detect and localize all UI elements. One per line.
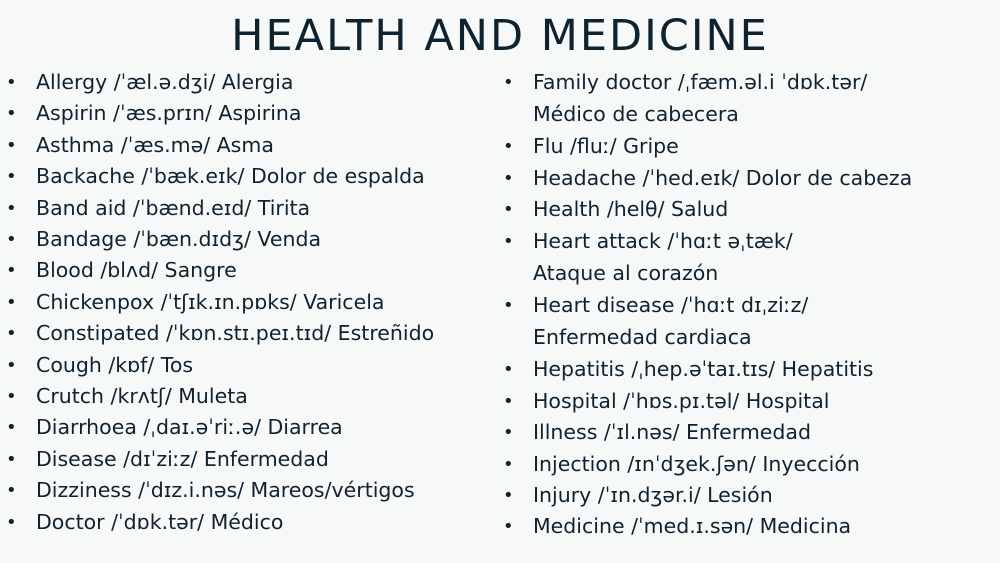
vocabulary-entry: [6, 350, 496, 381]
bullet-icon: •: [503, 230, 514, 252]
vocabulary-entry: [6, 224, 496, 255]
bullet-icon: •: [503, 516, 514, 538]
bullet-icon: •: [6, 480, 17, 502]
vocabulary-entry: [6, 287, 496, 318]
vocabulary-entry: [503, 386, 998, 417]
bullet-icon: •: [6, 354, 17, 376]
vocabulary-text: Medicine /ˈmed.ɪ.sən/ Medicina: [533, 514, 852, 539]
bullet-icon: •: [503, 295, 514, 317]
vocabulary-text: Heart disease /ˈhɑːt dɪˌziːz/: [533, 293, 809, 318]
vocabulary-entry: [503, 449, 998, 480]
vocabulary-entry: [503, 417, 998, 448]
vocabulary-entry: [503, 67, 998, 131]
vocabulary-text: Doctor /ˈdɒk.tər/ Médico: [36, 509, 284, 534]
bullet-icon: •: [503, 453, 514, 475]
vocabulary-entry: [6, 130, 496, 161]
vocabulary-entry: [503, 290, 998, 354]
right-vocabulary-list: [503, 67, 998, 543]
bullet-icon: •: [6, 72, 17, 93]
vocabulary-text: Illness /ˈɪl.nəs/ Enfermedad: [533, 420, 812, 445]
vocabulary-translation: Enfermedad cardiaca: [533, 325, 752, 350]
bullet-icon: •: [503, 199, 514, 221]
bullet-icon: •: [6, 291, 17, 313]
vocabulary-text: Health /helθ/ Salud: [533, 197, 729, 222]
vocabulary-entry: [6, 412, 496, 443]
bullet-icon: •: [6, 166, 17, 188]
vocabulary-entry: [6, 161, 496, 192]
vocabulary-text: Headache /ˈhed.eɪk/ Dolor de cabeza: [533, 165, 913, 190]
vocabulary-text: Injection /ɪnˈdʒek.ʃən/ Inyección: [533, 451, 860, 476]
vocabulary-text: Injury /ˈɪn.dʒər.i/ Lesión: [533, 483, 773, 508]
vocabulary-entry: [6, 475, 496, 506]
vocabulary-entry: [503, 131, 998, 162]
vocabulary-text: Hospital /ˈhɒs.pɪ.təl/ Hospital: [533, 388, 830, 413]
vocabulary-text: Chickenpox /ˈtʃɪk.ɪn.pɒks/ Varicela: [36, 289, 385, 314]
bullet-icon: •: [6, 417, 17, 439]
vocabulary-translation: Ataque al corazón: [533, 261, 719, 286]
vocabulary-text: Crutch /krʌtʃ/ Muleta: [36, 384, 248, 409]
vocabulary-text: Hepatitis /ˌhep.əˈtaɪ.tɪs/ Hepatitis: [533, 357, 874, 382]
bullet-icon: •: [503, 136, 514, 158]
bullet-icon: •: [503, 422, 514, 444]
bullet-icon: •: [6, 229, 17, 251]
bullet-icon: •: [6, 323, 17, 345]
bullet-icon: •: [6, 134, 17, 156]
vocabulary-text: Allergy /ˈæl.ə.dʒi/ Alergia: [36, 70, 294, 94]
vocabulary-text: Family doctor /ˌfæm.əl.i ˈdɒk.tər/: [533, 70, 868, 94]
bullet-icon: •: [6, 448, 17, 470]
vocabulary-text: Disease /dɪˈziːz/ Enfermedad: [36, 446, 329, 471]
vocabulary-text: Bandage /ˈbæn.dɪdʒ/ Venda: [36, 227, 322, 252]
bullet-icon: •: [6, 511, 17, 533]
vocabulary-entry: [503, 163, 998, 194]
vocabulary-entry: [6, 507, 496, 538]
vocabulary-entry: [6, 67, 496, 98]
vocabulary-text: Cough /kɒf/ Tos: [36, 352, 194, 377]
vocabulary-text: Band aid /ˈbænd.eɪd/ Tirita: [36, 195, 311, 220]
vocabulary-entry: [6, 381, 496, 412]
bullet-icon: •: [6, 260, 17, 282]
bullet-icon: •: [503, 359, 514, 381]
left-vocabulary-list: [6, 67, 496, 538]
vocabulary-entry: [6, 193, 496, 224]
vocabulary-text: Aspirin /ˈæs.prɪn/ Aspirina: [36, 101, 302, 126]
vocabulary-text: Flu /fluː/ Gripe: [533, 134, 679, 159]
vocabulary-entry: [503, 511, 998, 542]
vocabulary-text: Heart attack /ˈhɑːt əˌtæk/: [533, 228, 793, 253]
vocabulary-text: Asthma /ˈæs.mə/ Asma: [36, 132, 274, 157]
vocabulary-text: Diarrhoea /ˌdaɪ.əˈriː.ə/ Diarrea: [36, 415, 343, 440]
vocabulary-text: Constipated /ˈkɒn.stɪ.peɪ.tɪd/ Estreñido: [36, 321, 435, 346]
vocabulary-translation: Médico de cabecera: [533, 102, 739, 127]
bullet-icon: •: [503, 72, 514, 93]
vocabulary-text: Dizziness /ˈdɪz.i.nəs/ Mareos/vértigos: [36, 478, 415, 503]
vocabulary-entry: [503, 354, 998, 385]
vocabulary-entry: [6, 444, 496, 475]
bullet-icon: •: [6, 103, 17, 125]
vocabulary-entry: [6, 318, 496, 349]
vocabulary-entry: [6, 255, 496, 286]
vocabulary-entry: [503, 194, 998, 225]
bullet-icon: •: [6, 386, 17, 408]
bullet-icon: •: [503, 390, 514, 412]
bullet-icon: •: [503, 167, 514, 189]
vocabulary-entry: [503, 226, 998, 290]
vocabulary-text: Backache /ˈbæk.eɪk/ Dolor de espalda: [36, 164, 425, 189]
page-title: HEALTH AND MEDICINE: [231, 11, 769, 61]
vocabulary-text: Blood /blʌd/ Sangre: [36, 258, 237, 283]
vocabulary-entry: [6, 98, 496, 129]
bullet-icon: •: [6, 197, 17, 219]
bullet-icon: •: [503, 485, 514, 507]
vocabulary-entry: [503, 480, 998, 511]
